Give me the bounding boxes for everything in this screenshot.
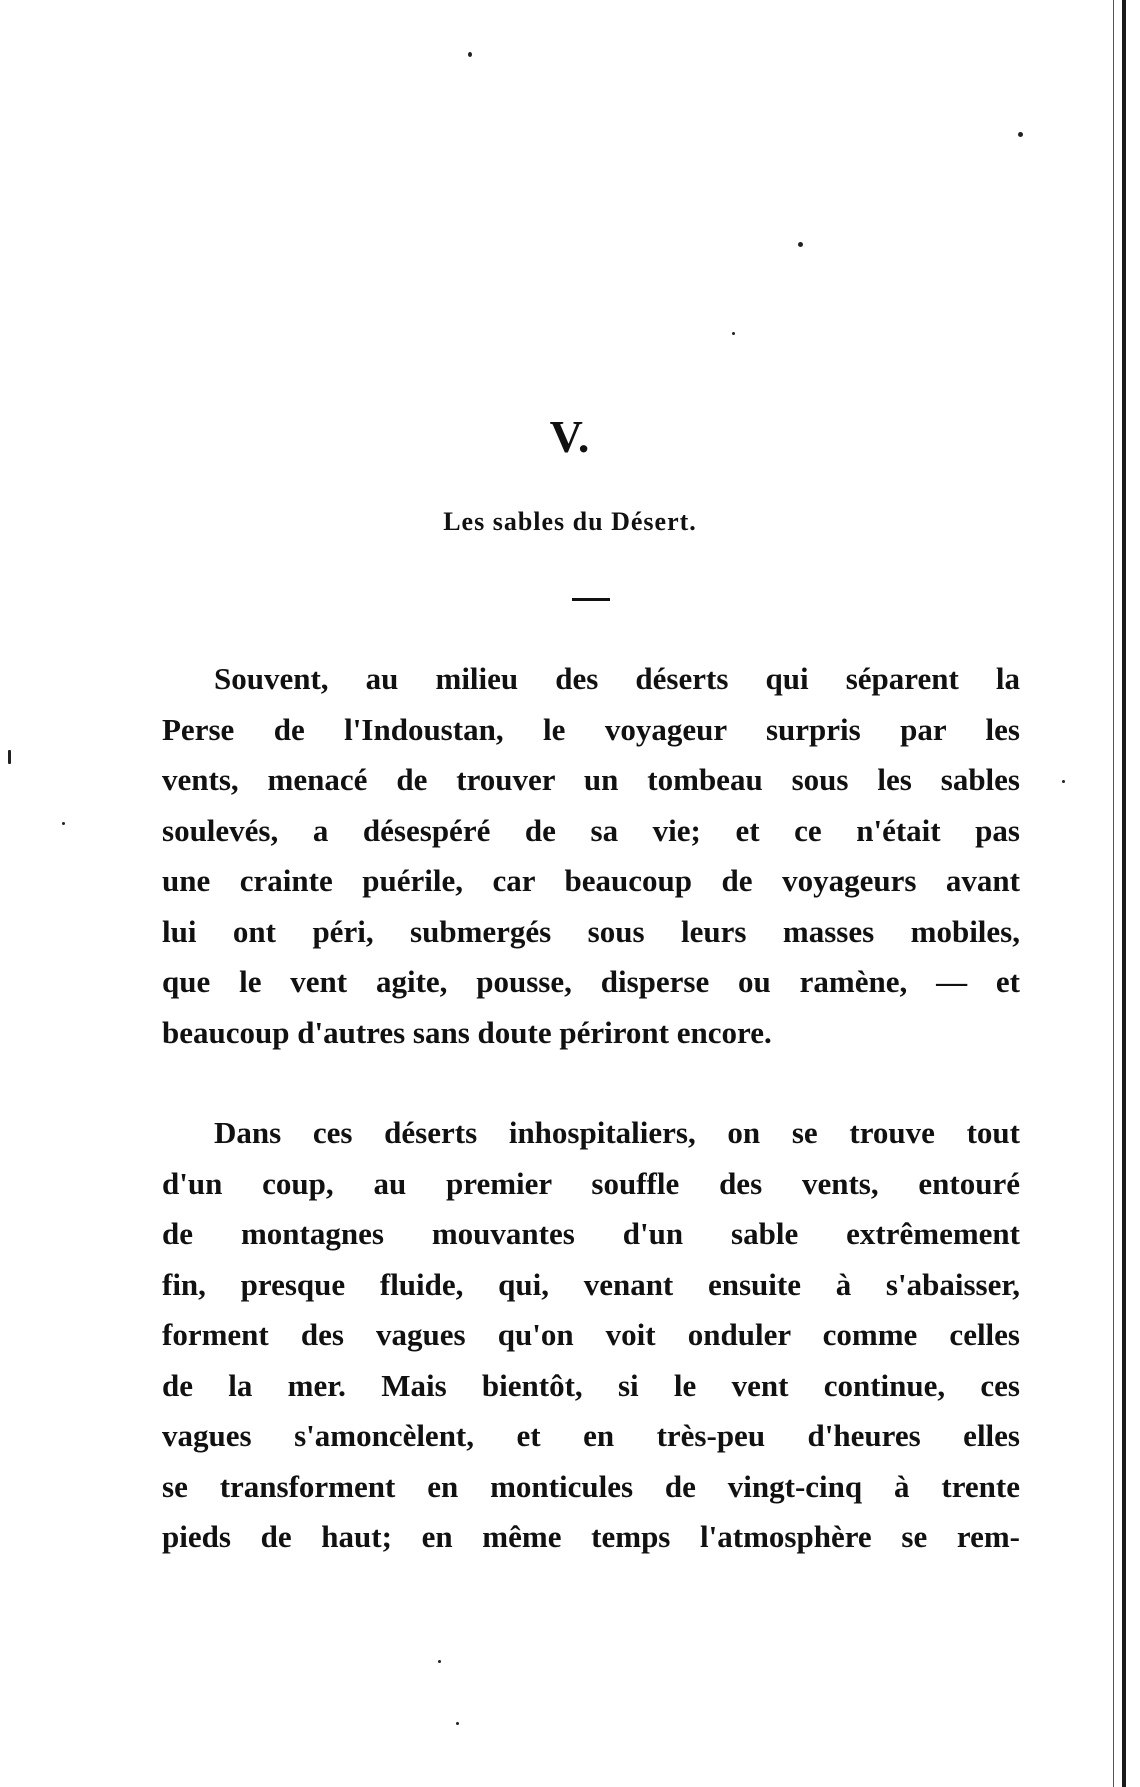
text-line: soulevés, a désespéré de sa vie; et ce n'était pas (162, 812, 1020, 848)
text-line: de la mer. Mais bientôt, si le vent continue, ces (162, 1367, 1020, 1403)
text-line: Dans ces déserts inhospitaliers, on se trouve tout (214, 1115, 1020, 1150)
text-line: vagues s'amoncèlent, et en très-peu d'heures elles (162, 1418, 1020, 1453)
text-line: se transforment en monticules de vingt-cinq à trente (162, 1468, 1020, 1504)
speck (62, 822, 65, 825)
paragraph-2 (162, 1108, 1020, 1563)
text-line: lui ont péri, submergés sous leurs masses mobiles, (162, 913, 1020, 949)
text-line: que le vent agite, pousse, disperse ou ramène, — et (162, 964, 1020, 999)
chapter-number: V. (549, 411, 591, 462)
paragraph-1 (162, 654, 1020, 1058)
text-line: fin, presque fluide, qui, venant ensuite à s'abaisser, (162, 1266, 1020, 1302)
speck (798, 242, 803, 247)
text-line: Perse de l'Indoustan, le voyageur surpris par les (162, 711, 1020, 747)
text-line: d'un coup, au premier souffle des vents, entouré (162, 1165, 1020, 1201)
text-line: Souvent, au milieu des déserts qui séparent la (214, 661, 1020, 696)
speck (438, 1660, 441, 1663)
text-line: beaucoup d'autres sans doute périront encore. (162, 1014, 772, 1050)
page-edge-line (1113, 0, 1114, 1787)
page-edge-border (1122, 0, 1126, 1787)
speck (8, 750, 11, 764)
text-line: vents, menacé de trouver un tombeau sous les sables (162, 762, 1020, 797)
speck (1062, 780, 1065, 783)
speck (468, 52, 472, 57)
speck (732, 332, 735, 335)
chapter-title: Les sables du Désert. (443, 507, 697, 536)
title-separator (572, 598, 610, 601)
text-line: forment des vagues qu'on voit onduler comme celles (162, 1317, 1020, 1352)
text-line: une crainte puérile, car beaucoup de voyageurs avant (162, 863, 1020, 898)
speck (456, 1722, 459, 1725)
text-line: de montagnes mouvantes d'un sable extrêmement (162, 1216, 1020, 1251)
text-line: pieds de haut; en même temps l'atmosphère se rem- (162, 1519, 1020, 1554)
speck (1018, 132, 1023, 137)
